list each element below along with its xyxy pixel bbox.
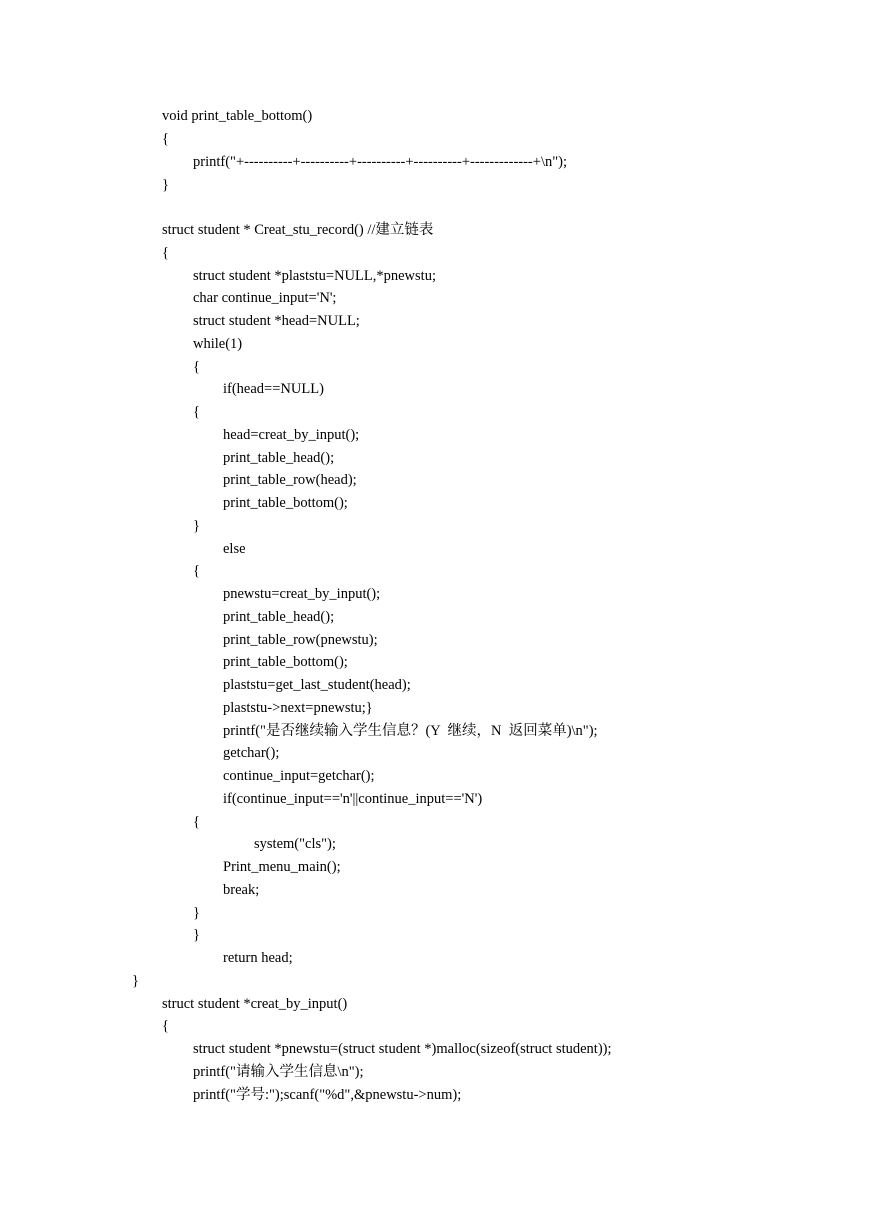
code-line: Print_menu_main(); — [223, 859, 341, 875]
code-line: void print_table_bottom() — [162, 108, 313, 124]
code-line: struct student *head=NULL; — [193, 313, 360, 329]
code-line: pnewstu=creat_by_input(); — [223, 586, 381, 602]
code-line: { — [193, 814, 200, 830]
code-line: printf("学号:");scanf("%d",&pnewstu->num); — [193, 1087, 462, 1103]
code-line: } — [193, 927, 200, 943]
code-line: print_table_row(pnewstu); — [223, 632, 378, 648]
code-line: } — [193, 905, 200, 921]
code-line: } — [193, 518, 200, 534]
code-line: printf("+----------+----------+----------+----------+-------------+\n"); — [193, 154, 567, 170]
code-line: } — [162, 177, 169, 193]
code-line: char continue_input='N'; — [193, 290, 337, 306]
code-line: struct student * Creat_stu_record() //建立链表 — [162, 222, 434, 238]
code-line: printf("请输入学生信息\n"); — [193, 1064, 364, 1080]
code-line: while(1) — [193, 336, 243, 352]
code-line: printf("是否继续输入学生信息？(Y 继续，N 返回菜单)\n"); — [223, 723, 598, 739]
code-line: { — [193, 359, 200, 375]
code-line: struct student *plaststu=NULL,*pnewstu; — [193, 268, 436, 284]
code-line: return head; — [223, 950, 293, 966]
code-line: getchar(); — [223, 745, 280, 761]
code-line: { — [162, 245, 169, 261]
code-line: { — [193, 563, 200, 579]
code-line: print_table_head(); — [223, 609, 335, 625]
code-line: break; — [223, 882, 260, 898]
code-line: continue_input=getchar(); — [223, 768, 375, 784]
code-line: system("cls"); — [254, 836, 336, 852]
code-line: print_table_row(head); — [223, 472, 357, 488]
code-line: } — [132, 973, 139, 989]
code-line: print_table_bottom(); — [223, 654, 348, 670]
code-line: plaststu=get_last_student(head); — [223, 677, 411, 693]
code-line: { — [162, 1018, 169, 1034]
code-line: plaststu->next=pnewstu;} — [223, 700, 373, 716]
code-line: head=creat_by_input(); — [223, 427, 360, 443]
code-line: struct student *pnewstu=(struct student *)malloc(sizeof(struct student)); — [193, 1041, 612, 1057]
code-line: print_table_head(); — [223, 450, 335, 466]
code-line: { — [193, 404, 200, 420]
code-line: { — [162, 131, 169, 147]
code-line: if(head==NULL) — [223, 381, 324, 397]
code-line: struct student *creat_by_input() — [162, 996, 348, 1012]
code-line: if(continue_input=='n'||continue_input=='N') — [223, 791, 483, 807]
code-line: print_table_bottom(); — [223, 495, 348, 511]
code-line: else — [223, 541, 246, 557]
